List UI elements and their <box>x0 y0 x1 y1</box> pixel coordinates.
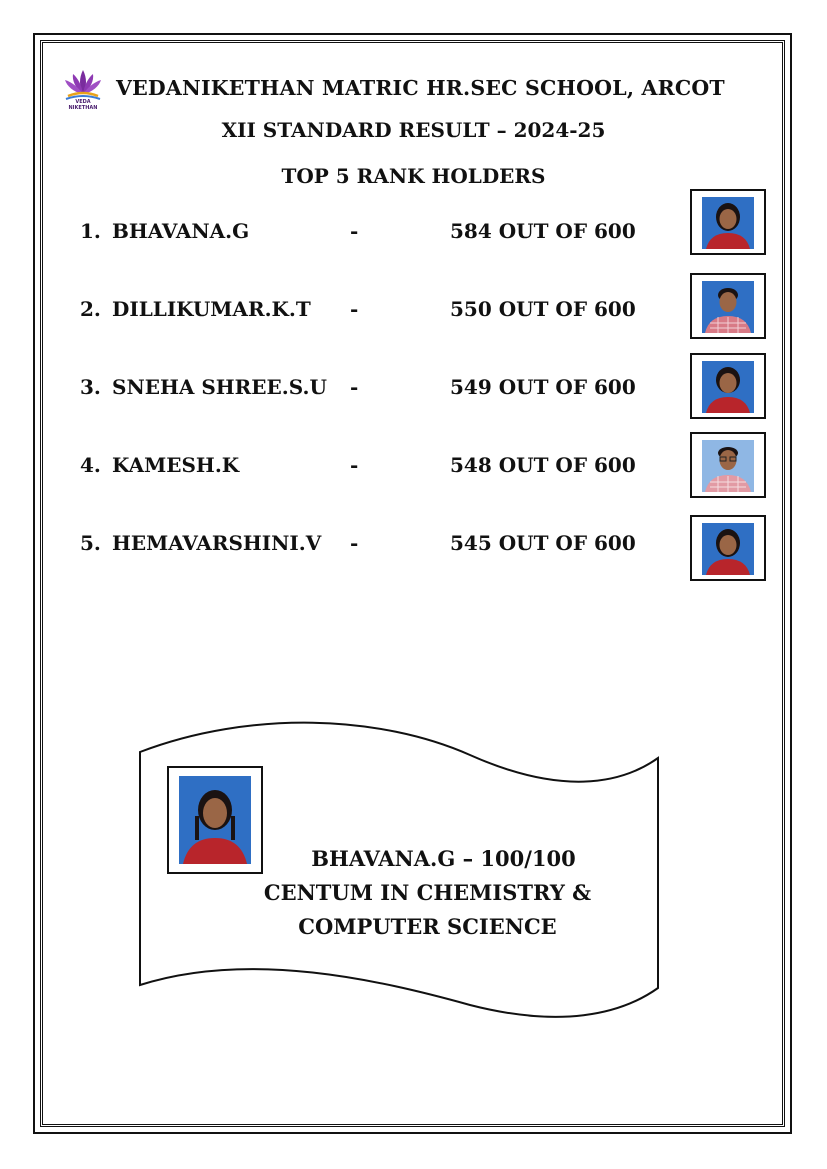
result-subtitle: XII STANDARD RESULT – 2024-25 <box>221 118 606 142</box>
separator: - <box>350 219 359 243</box>
student-score: 584 OUT OF 600 <box>450 219 636 243</box>
rank-number: 4. <box>80 453 101 477</box>
rank-number: 1. <box>80 219 101 243</box>
student-name: BHAVANA.G <box>112 219 250 243</box>
separator: - <box>350 297 359 321</box>
separator: - <box>350 531 359 555</box>
student-score: 549 OUT OF 600 <box>450 375 636 399</box>
rank-number: 3. <box>80 375 101 399</box>
student-name: DILLIKUMAR.K.T <box>112 297 311 321</box>
student-name: HEMAVARSHINI.V <box>112 531 322 555</box>
highlight-score: BHAVANA.G – 100/100 <box>311 846 576 871</box>
student-score: 548 OUT OF 600 <box>450 453 636 477</box>
rank-number: 5. <box>80 531 101 555</box>
separator: - <box>350 375 359 399</box>
student-name: KAMESH.K <box>112 453 240 477</box>
student-name: SNEHA SHREE.S.U <box>112 375 327 399</box>
highlight-line-2: CENTUM IN CHEMISTRY & <box>263 880 592 905</box>
logo-text: VEDA NIKETHAN <box>68 99 98 111</box>
highlight-line-3: COMPUTER SCIENCE <box>298 914 557 939</box>
student-score: 550 OUT OF 600 <box>450 297 636 321</box>
rank-number: 2. <box>80 297 101 321</box>
separator: - <box>350 453 359 477</box>
student-score: 545 OUT OF 600 <box>450 531 636 555</box>
school-title: VEDANIKETHAN MATRIC HR.SEC SCHOOL, ARCOT <box>116 76 725 100</box>
rank-holders-heading: TOP 5 RANK HOLDERS <box>281 164 546 188</box>
